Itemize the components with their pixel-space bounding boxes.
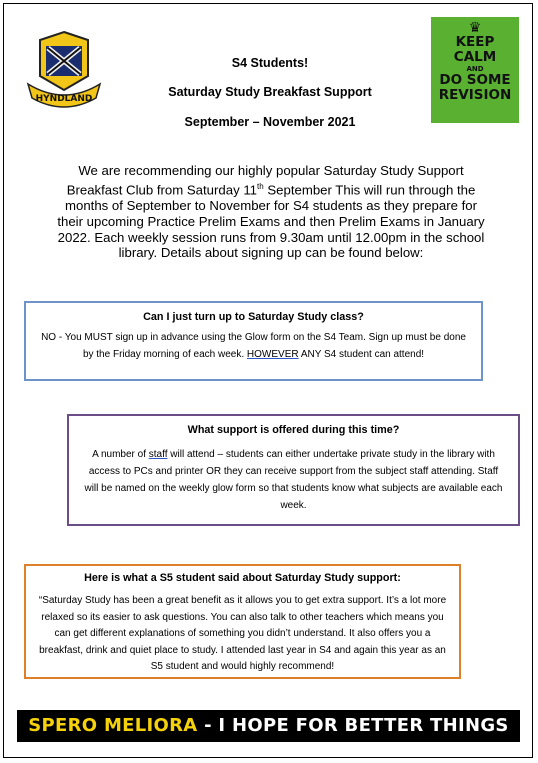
support-box-body bbox=[69, 446, 518, 514]
signup-box bbox=[24, 301, 483, 381]
header-line-1: S4 Students! bbox=[231, 56, 309, 70]
testimonial-box bbox=[24, 564, 461, 679]
poster-do-some: DO SOME bbox=[439, 72, 511, 88]
signup-body-emphasis: HOWEVER bbox=[246, 349, 299, 360]
signup-body-part-2: ANY S4 student can attend! bbox=[298, 349, 425, 360]
poster-revision: REVISION bbox=[438, 87, 512, 103]
keep-calm-poster bbox=[431, 17, 519, 123]
intro-part-2: September This will run through the months of September to November for S4 students as they prepare for their upcoming Practice Prelim Exams and then Prelim Exams in January 2022. Each weekly session runs from 9.30am until 12.00pm in the school library. Details about signing up can be found below: bbox=[57, 182, 485, 261]
motto-latin: SPERO MELIORA bbox=[28, 715, 198, 736]
intro-part-1: We are recommending our highly popular Saturday Study Support Breakfast Club from Saturday 11 bbox=[66, 163, 464, 198]
support-body-staff: staff bbox=[148, 449, 168, 460]
motto-translation: - I HOPE FOR BETTER THINGS bbox=[197, 715, 509, 736]
support-body-part-2: will attend – students can either undertake private study in the library with access to PCs and printer OR they can receive support from the subject staff attending. Staff will be named on the weekly glow form so that students know what subjects are available each week. bbox=[84, 449, 503, 511]
crown-icon: ♛ bbox=[468, 20, 482, 36]
poster-calm: CALM bbox=[453, 49, 497, 65]
support-box bbox=[67, 414, 520, 526]
signup-box-body bbox=[26, 329, 481, 363]
support-box-title: What support is offered during this time? bbox=[187, 424, 400, 436]
intro-superscript: th bbox=[257, 181, 264, 191]
support-body-part-1: A number of bbox=[92, 449, 149, 460]
crest-label: HYNDLAND bbox=[35, 94, 93, 104]
header-line-2: Saturday Study Breakfast Support bbox=[168, 85, 372, 99]
school-crest-logo bbox=[24, 26, 104, 112]
testimonial-box-body: “Saturday Study has been a great benefit as it allows you to get extra support. It’s a lot more relaxed so its easier to ask questions. You can also talk to other teachers which means you can get different explanations of something you didn’t understand. It also offers you a breakfast, drink and quiet place to study. I attended last year in S4 and again this year as an S5 student and would highly recommend! bbox=[38, 595, 447, 672]
motto-banner bbox=[17, 710, 520, 742]
testimonial-box-title: Here is what a S5 student said about Saturday Study support: bbox=[84, 572, 401, 584]
header-line-3: September – November 2021 bbox=[184, 115, 356, 129]
signup-body-part-1: NO - You MUST sign up in advance using the Glow form on the S4 Team. Sign up must be done by the Friday morning of each week. bbox=[41, 332, 466, 360]
intro-paragraph bbox=[55, 163, 487, 261]
poster-and: AND bbox=[466, 65, 484, 73]
signup-box-title: Can I just turn up to Saturday Study class? bbox=[143, 311, 364, 323]
poster-keep: KEEP bbox=[455, 34, 495, 50]
